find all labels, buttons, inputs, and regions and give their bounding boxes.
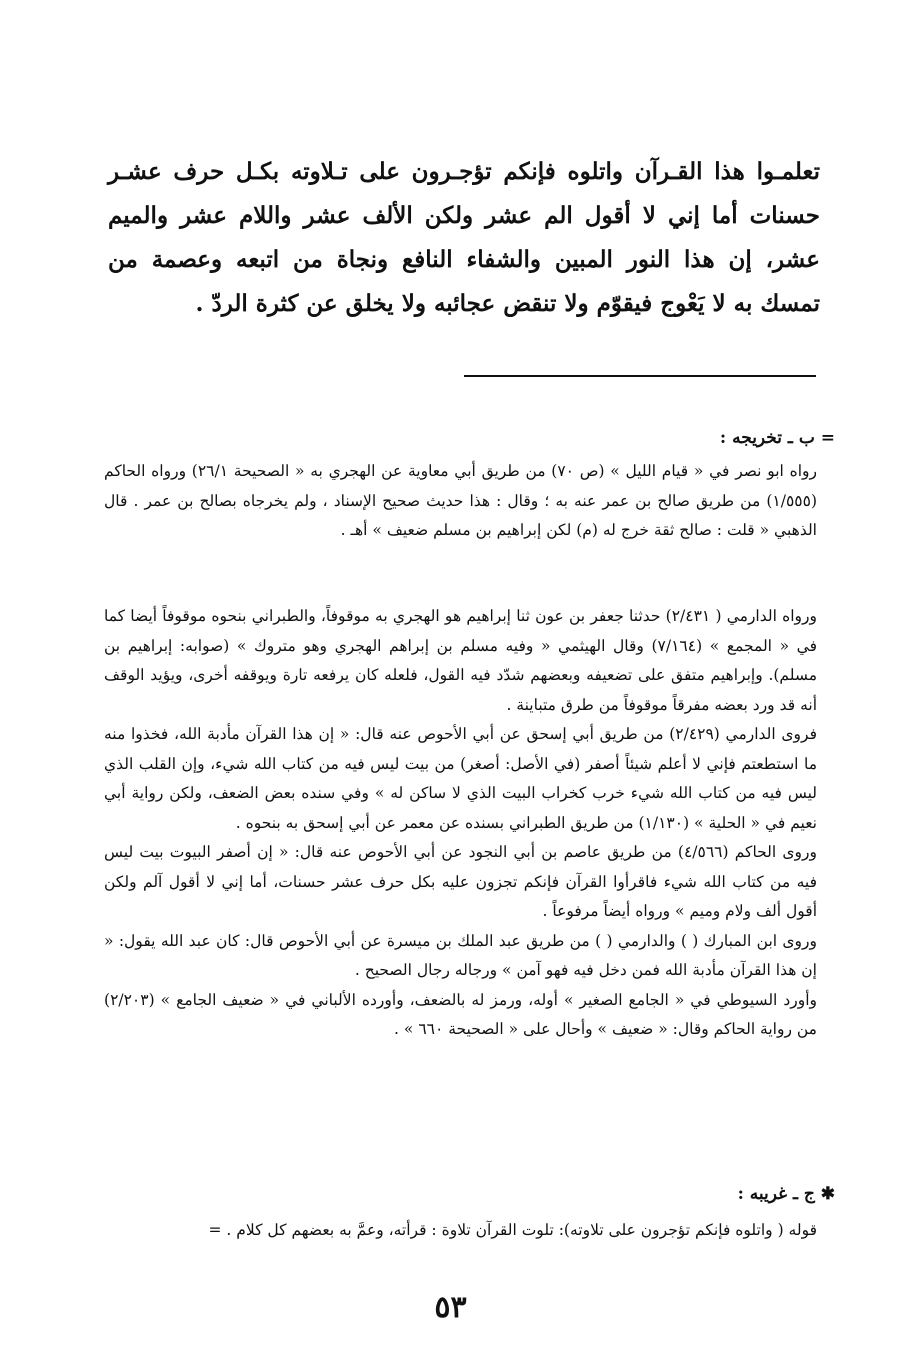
takhrij-first-block	[104, 457, 817, 558]
section-c-heading: ✱ ج ـ غريبه :	[737, 1184, 835, 1204]
takhrij-paragraph-5: وروى ابن المبارك ( ) والدارمي ( ) من طريق عبد الملك بن ميسرة عن أبي الأحوص قال: كان عبد الله يقول: « إن هذا القرآن مأدبة الله فمن دخل فيه فهو آمن » ورجاله رجال الصحيح .	[104, 931, 818, 979]
section-b-heading: = ب ـ تخريجه :	[719, 428, 835, 448]
page-number: ٥٣	[434, 1290, 467, 1325]
takhrij-paragraph-2: ورواه الدارمي ( ٢/٤٣١) حدثنا جعفر بن عون ثنا إبراهيم هو الهجري به موقوفاً، والطبراني بنحوه موقوفاً أيضا كما في « المجمع » (٧/١٦٤) وقال الهيثمي « وفيه مسلم بن إبراهم الهجري وهو متروك » (صوابه: إبراهيم بن مسلم). وإبراهيم متفق على تضعيفه وبعضهم شدّد فيه القول، فلعله كان يرفعه تارة ويوقفه أخرى، ويؤيد الوقف أنه قد ورد بعضه مفرقاً موقوفاً من طرق متباينة .	[104, 607, 818, 714]
takhrij-paragraph-1: رواه ابو نصر في « قيام الليل » (ص ٧٠) من طريق أبي معاوية عن الهجري به « الصحيحة ٢٦/١) ورواه الحاكم (١/٥٥٥) من طريق صالح بن عمر عنه به ؛ وقال : هذا حديث صحيح الإسناد ، ولم يخرجاه بصالح بن عمر . قال الذهبي « قلت : صالح ثقة خرج له (م) لكن إبراهيم بن مسلم ضعيف » أهـ .	[104, 462, 817, 539]
main-hadith-text: تعلمـوا هذا القـرآن واتلوه فإنكم تؤجـرون على تـلاوته بكـل حرف عشـر حسنات أما إني لا أقول الم عشر ولكن الألف عشر واللام عشر والميم عشر، إن هذا النور المبين والشفاء النافع ونجاة من اتبعه وعصمة من تمسك به لا يَعْوج فيقوّم ولا تنقض عجائبه ولا يخلق عن كثرة الردّ .	[108, 158, 820, 317]
takhrij-paragraph-6: وأورد السيوطي في « الجامع الصغير » أوله، ورمز له بالضعف، وأورده الألباني في « ضعيف الجامع » (٢/٢٠٣) من رواية الحاكم وقال: « ضعيف » وأحال على « الصحيحة ٦٦٠ » .	[104, 990, 817, 1038]
takhrij-notes	[104, 602, 817, 1045]
takhrij-paragraph-4: وروى الحاكم (٤/٥٦٦) من طريق عاصم بن أبي النجود عن أبي الأحوص عنه قال: « إن أصفر البيوت بيت ليس فيه من كتاب الله شيء فاقرأوا القرآن فإنكم تجزون عليه بكل حرف عشر حسنات، أما إني لا أقول آلم ولكن أقول ألف ولام وميم » ورواه أيضاً مرفوعاً .	[104, 843, 817, 920]
takhrij-paragraph-3: فروى الدارمي (٢/٤٢٩) من طريق أبي إسحق عن أبي الأحوص عنه قال: « إن هذا القرآن مأدبة الله، فخذوا منه ما استطعتم فإني لا أعلم شيئاً أصفر (في الأصل: أصغر) من بيت ليس فيه من كتاب الله شيء، وإن القلب الذي ليس فيه من كتاب الله شيء خرب كخراب البيت الذي لا ساكن له » وفي سنده بعض الضعف، ولكن رواية أبي نعيم في « الحلية » (١/١٣٠) من طريق الطبراني بسنده عن معمر عن أبي إسحق به بنحوه .	[104, 725, 817, 832]
gharib-text: قوله ( واتلوه فإنكم تؤجرون على تلاوته): تلوت القرآن تلاوة : قرأته، وعمَّ به بعضهم كل كلام . =	[208, 1221, 817, 1239]
separator-rule	[464, 375, 816, 377]
